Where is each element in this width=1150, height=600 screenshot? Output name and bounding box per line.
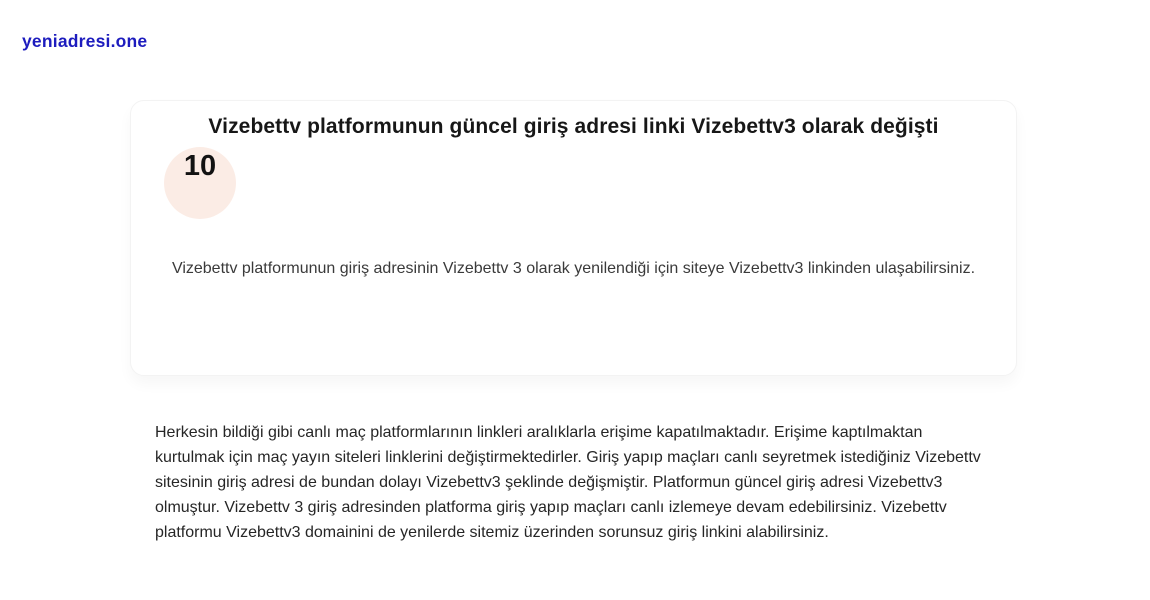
post-title: Vizebettv platformunun güncel giriş adresi linki Vizebettv3 olarak değişti (208, 115, 939, 138)
site-logo-link[interactable]: yeniadresi.one (22, 31, 148, 51)
date-badge (164, 147, 236, 219)
post-card (130, 100, 1017, 376)
article-paragraph: Herkesin bildiği gibi canlı maç platformlarının linkleri aralıklarla erişime kapatılmaktadır. Erişime kaptılmaktan kurtulmak için maç yayın siteleri linklerini değiştirmektedirler. Giriş yapıp maçları canlı seyretmek istediğiniz Vizebettv sitesinin giriş adresi de bundan dolayı Vizebettv3 şeklinde değişmiştir. Platformun güncel giriş adresi Vizebettv3 olmuştur. Vizebettv 3 giriş adresinden platforma giriş yapıp maçları canlı izlemeye devam edebilirsiniz. Vizebettv platformu Vizebettv3 domainini de yenilerde sitemiz üzerinden sorunsuz giriş linkini alabilirsiniz. (155, 424, 981, 541)
date-badge-day: 10 (183, 150, 217, 182)
post-summary: Vizebettv platformunun giriş adresinin Vizebettv 3 olarak yenilendiği için siteye Vizebettv3 linkinden ulaşabilirsiniz. (171, 260, 976, 277)
